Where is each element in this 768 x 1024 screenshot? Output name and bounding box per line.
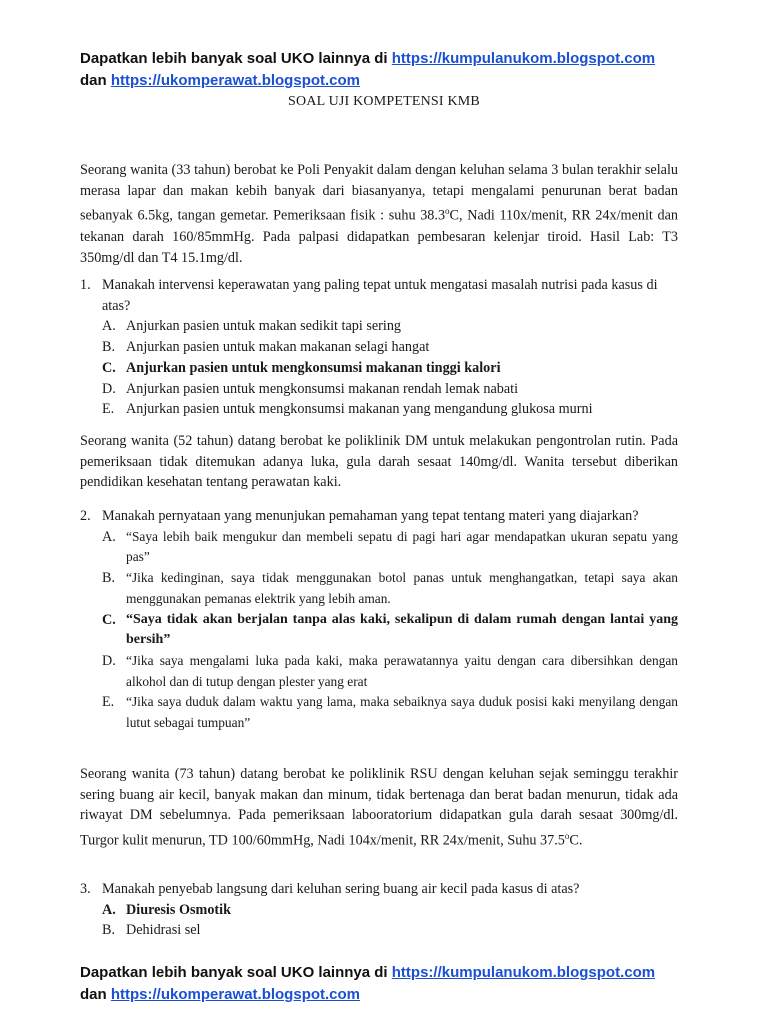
case-3-paragraph: Seorang wanita (73 tahun) datang berobat ke poliklinik RSU dengan keluhan sejak seminggu terakhir sering buang air kecil, banyak makan dan minum, tidak bertenaga dan berat badan menurun, tidak ada riwayat DM sebelumnya. Pada pemeriksaan labooratorium didapatkan gula darah sesaat 300mg/dl. Turgor kulit menurun, TD 100/60mmHg, Nadi 104x/menit, RR 24x/menit, Suhu 37.5$^o$C. xyxy=(80,766,678,849)
promo-header xyxy=(80,48,700,92)
question-1 xyxy=(80,275,678,420)
page-title: SOAL UJI KOMPETENSI KMB xyxy=(288,94,480,109)
promo-and: dan xyxy=(80,72,111,89)
promo-text: Dapatkan lebih banyak soal UKO lainnya di xyxy=(80,50,392,67)
promo-footer xyxy=(80,962,700,1006)
option-a: A. “Saya lebih baik mengukur dan membeli sepatu di pagi hari agar mendapatkan ukuran sepatu yang pas” xyxy=(102,528,678,565)
option-c-correct: C. Anjurkan pasien untuk mengkonsumsi makanan tinggi kalori xyxy=(102,359,501,376)
question-stem: Manakah intervensi keperawatan yang paling tepat untuk mengatasi masalah nutrisi pada kasus di atas? xyxy=(102,277,658,314)
option-e: E. Anjurkan pasien untuk mengkonsumsi makanan yang mengandung glukosa murni xyxy=(102,401,593,418)
link-kumpulanukom[interactable]: https://kumpulanukom.blogspot.com xyxy=(391,964,656,981)
option-e: E. “Jika saya duduk dalam waktu yang lama, maka sebaiknya saya duduk posisi kaki menyilang dengan lutut sebagai tumpuan” xyxy=(102,694,678,731)
promo-and: dan xyxy=(80,986,111,1003)
question-3 xyxy=(80,879,678,941)
case-2-paragraph: Seorang wanita (52 tahun) datang berobat ke poliklinik DM untuk melakukan pengontrolan rutin. Pada pemeriksaan tidak ditemukan adanya luka, gula darah sesaat 140mg/dl. Wanita tersebut diberikan pendidikan kesehatan tentang perawatan kaki. xyxy=(80,433,678,491)
option-d: D. “Jika saya mengalami luka pada kaki, maka perawatannya yaitu dengan cara dibersihkan dengan alkohol dan di tutup dengan plester yang erat xyxy=(102,652,678,689)
question-stem: Manakah pernyataan yang menunjukan pemahaman yang tepat tentang materi yang diajarkan? xyxy=(102,508,639,524)
link-kumpulanukom[interactable]: https://kumpulanukom.blogspot.com xyxy=(391,50,656,67)
question-number: 3. xyxy=(80,881,91,897)
option-d: D. Anjurkan pasien untuk mengkonsumsi makanan rendah lemak nabati xyxy=(102,380,519,397)
option-a: A. Anjurkan pasien untuk makan sedikit tapi sering xyxy=(102,318,402,335)
question-number: 2. xyxy=(80,508,91,524)
option-a-correct: A. Diuresis Osmotik xyxy=(102,901,231,918)
option-b: B. “Jika kedinginan, saya tidak menggunakan botol panas untuk menghangatkan, tetapi saya akan menggunakan pemanas elektrik yang lebih aman. xyxy=(102,570,678,606)
question-number: 1. xyxy=(80,277,91,293)
question-stem: Manakah penyebab langsung dari keluhan sering buang air kecil pada kasus di atas? xyxy=(102,881,580,897)
question-2 xyxy=(80,506,678,734)
promo-text: Dapatkan lebih banyak soal UKO lainnya di xyxy=(80,964,392,981)
link-ukomperawat[interactable]: https://ukomperawat.blogspot.com xyxy=(110,72,361,89)
link-ukomperawat[interactable]: https://ukomperawat.blogspot.com xyxy=(110,986,361,1003)
option-b: B. Anjurkan pasien untuk makan makanan selagi hangat xyxy=(102,339,430,356)
option-b: B. Dehidrasi sel xyxy=(102,922,201,939)
option-c-correct: C. “Saya tidak akan berjalan tanpa alas kaki, sekalipun di dalam rumah dengan lantai yang bersih” xyxy=(102,611,678,648)
case-1-paragraph: Seorang wanita (33 tahun) berobat ke Poli Penyakit dalam dengan keluhan selama 3 bulan terakhir selalu merasa lapar dan makan kebih banyak dari biasanyanya, tetapi mengalami penurunan berat badan sebanyak 6.5kg, tangan gemetar. Pemeriksaan fisik : suhu 38.3$^o$C, Nadi 110x/menit, RR 24x/menit dan tekanan darah 160/85mmHg. Pada palpasi didapatkan pembesaran kelenjar tiroid. Hasil Lab: T3 350mg/dl dan T4 15.1mg/dl. xyxy=(80,162,678,266)
